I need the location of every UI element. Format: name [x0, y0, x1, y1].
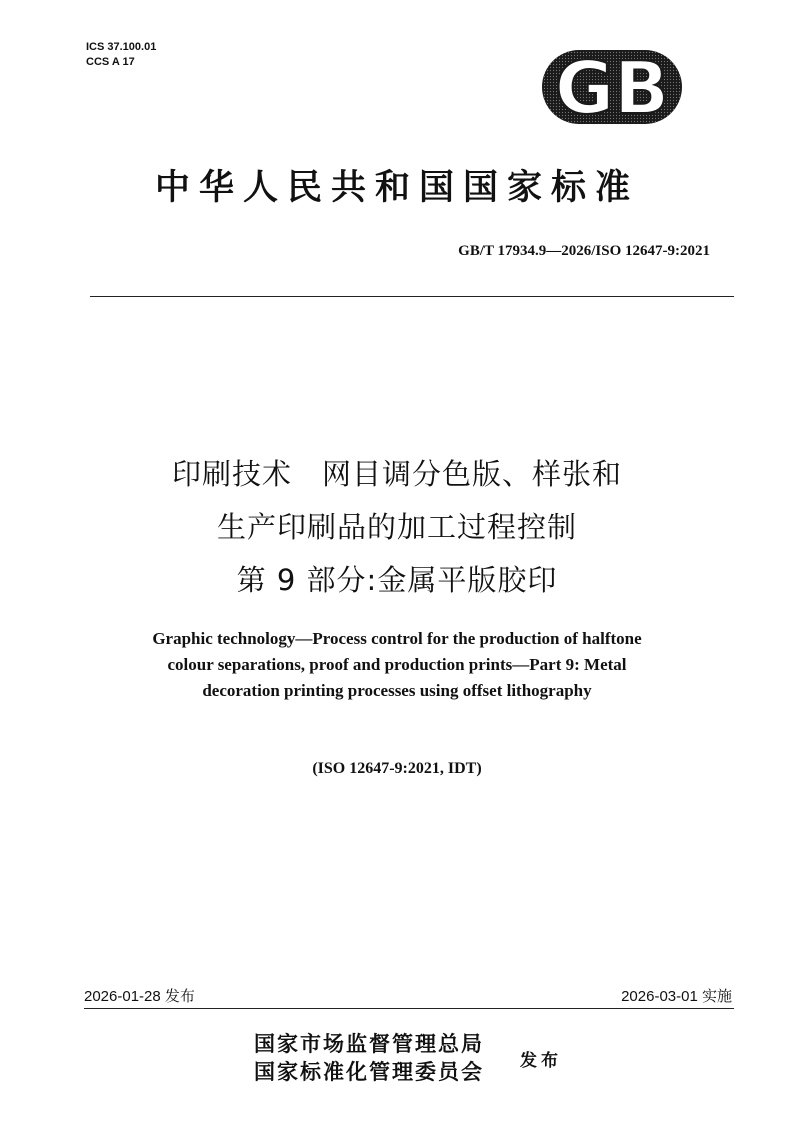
issuing-authorities [254, 1030, 484, 1086]
chinese-title-line-3: 第 9 部分:金属平版胶印 [236, 563, 558, 597]
gb-logo-text: GB [555, 46, 669, 130]
chinese-title-line-1: 印刷技术 网目调分色版、样张和 [171, 457, 622, 491]
chinese-title-line-2: 生产印刷品的加工过程控制 [216, 510, 577, 544]
issuer-sac: 国家标准化管理委员会 [254, 1059, 484, 1084]
english-title-line-2: colour separations, proof and production prints—Part 9: Metal [167, 655, 627, 674]
gb-logo [534, 42, 690, 132]
classification-codes [86, 40, 156, 70]
ics-code: ICS 37.100.01 [86, 41, 157, 53]
footer-divider [84, 1008, 734, 1009]
header-divider [90, 296, 734, 297]
adoption-note: (ISO 12647-9:2021, IDT) [312, 760, 482, 777]
english-title-line-3: decoration printing processes using offset lithography [202, 681, 592, 700]
ccs-code: CCS A 17 [86, 56, 135, 68]
issue-label: 发布 [520, 1051, 562, 1071]
issuer-samr: 国家市场监督管理总局 [254, 1031, 484, 1056]
standard-number: GB/T 17934.9—2026/ISO 12647-9:2021 [458, 243, 710, 259]
effective-date: 2026-03-01 实施 [621, 988, 732, 1005]
standard-type-title: 中华人民共和国国家标准 [154, 167, 639, 208]
english-title-line-1: Graphic technology—Process control for the production of halftone [152, 629, 642, 648]
issue-date: 2026-01-28 发布 [84, 988, 195, 1005]
